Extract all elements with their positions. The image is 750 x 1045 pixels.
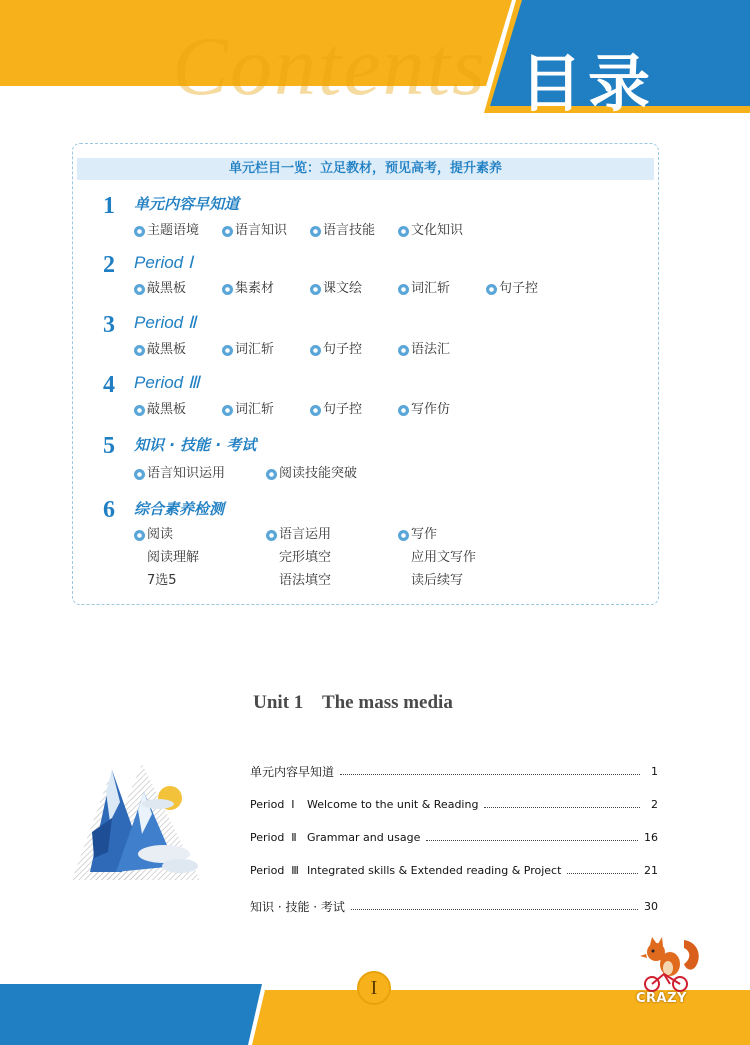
toc-leader-dots	[351, 902, 638, 910]
bullet-icon	[134, 226, 145, 237]
bullet-icon	[222, 226, 233, 237]
toc-leader-dots	[567, 866, 638, 874]
toc-leader-dots	[484, 800, 640, 808]
toc-label: Welcome to the unit & Reading	[307, 797, 479, 811]
section-item: 敲黑板	[134, 342, 186, 358]
section-title: Period Ⅱ	[134, 313, 197, 332]
toc-row[interactable]	[250, 796, 658, 812]
bullet-icon	[266, 530, 277, 541]
section-item: 文化知识	[398, 223, 463, 239]
section-title: 单元内容早知道	[134, 195, 240, 213]
section-item: 句子控	[310, 402, 362, 418]
toc-label: 知识 · 技能 · 考试	[250, 899, 345, 914]
section-item: 写作仿	[398, 402, 450, 418]
section-item: 语言知识	[222, 223, 287, 239]
fox-mascot-icon	[632, 936, 704, 994]
section-number: 5	[103, 433, 115, 459]
section-number: 2	[103, 252, 115, 278]
toc-page-number: 1	[651, 764, 658, 778]
toc-page-number: 30	[644, 899, 658, 913]
section-item: 词汇斩	[222, 402, 274, 418]
section-item: 语法汇	[398, 342, 450, 358]
bullet-icon	[134, 405, 145, 416]
bullet-icon	[398, 226, 409, 237]
section-item: 阅读	[134, 527, 173, 543]
section-item: 敲黑板	[134, 281, 186, 297]
toc-page-number: 2	[651, 797, 658, 811]
toc-page-number: 21	[644, 863, 658, 877]
bullet-icon	[310, 405, 321, 416]
bullet-icon	[398, 284, 409, 295]
contents-watermark: Contents	[172, 20, 487, 113]
section-number: 3	[103, 312, 115, 338]
section-item: 语言知识运用	[134, 466, 225, 482]
section-item: 词汇斩	[222, 342, 274, 358]
toc-row[interactable]	[250, 862, 658, 878]
section-item: 敲黑板	[134, 402, 186, 418]
mountain-illustration-icon	[72, 762, 202, 882]
section-item: 词汇斩	[398, 281, 450, 297]
section-item: 句子控	[486, 281, 538, 297]
section-item: 语言技能	[310, 223, 375, 239]
mascot-label: CRAZY	[636, 991, 687, 1006]
section-item: 句子控	[310, 342, 362, 358]
section-title: Period Ⅰ	[134, 253, 193, 272]
bullet-icon	[310, 226, 321, 237]
unit-title: Unit 1 The mass media	[253, 692, 453, 713]
section-title: 综合素养检测	[134, 500, 225, 518]
section-item: 课文绘	[310, 281, 362, 297]
section-item: 集素材	[222, 281, 274, 297]
section-title: Period Ⅲ	[134, 373, 200, 392]
bullet-icon	[222, 345, 233, 356]
bullet-icon	[134, 345, 145, 356]
toc-label: 单元内容早知道	[250, 764, 335, 779]
toc-period-label: Period Ⅱ	[250, 830, 297, 844]
toc-row[interactable]	[250, 763, 658, 779]
sub-item: 7选5	[147, 573, 177, 588]
sub-item: 完形填空	[279, 550, 332, 565]
overview-heading: 单元栏目一览：立足教材，预见高考，提升素养	[77, 158, 654, 180]
bullet-icon	[134, 530, 145, 541]
bullet-icon	[486, 284, 497, 295]
page-title: 目录	[520, 47, 657, 120]
toc-label: Integrated skills & Extended reading & Project	[307, 863, 562, 877]
page-number: I	[357, 971, 391, 1005]
section-item: 写作	[398, 527, 437, 543]
sub-item: 应用文写作	[411, 550, 477, 565]
bullet-icon	[398, 530, 409, 541]
section-item: 语言运用	[266, 527, 331, 543]
section-number: 4	[103, 372, 115, 398]
toc-page-number: 16	[644, 830, 658, 844]
bullet-icon	[266, 469, 277, 480]
section-item: 阅读技能突破	[266, 466, 357, 482]
bullet-icon	[310, 284, 321, 295]
bullet-icon	[222, 284, 233, 295]
sub-item: 阅读理解	[147, 550, 200, 565]
bullet-icon	[222, 405, 233, 416]
toc-row[interactable]	[250, 898, 658, 914]
section-title: 知识 · 技能 · 考试	[134, 436, 257, 454]
bullet-icon	[134, 284, 145, 295]
bullet-icon	[398, 345, 409, 356]
toc-label: Grammar and usage	[307, 830, 421, 844]
sub-item: 语法填空	[279, 573, 332, 588]
section-item: 主题语境	[134, 223, 199, 239]
bullet-icon	[134, 469, 145, 480]
toc-period-label: Period Ⅰ	[250, 797, 295, 811]
bullet-icon	[310, 345, 321, 356]
toc-period-label: Period Ⅲ	[250, 863, 299, 877]
sub-item: 读后续写	[411, 573, 464, 588]
section-number: 6	[103, 497, 115, 523]
bullet-icon	[398, 405, 409, 416]
toc-leader-dots	[340, 767, 640, 775]
toc-row[interactable]	[250, 829, 658, 845]
section-number: 1	[103, 193, 115, 219]
toc-leader-dots	[426, 833, 638, 841]
